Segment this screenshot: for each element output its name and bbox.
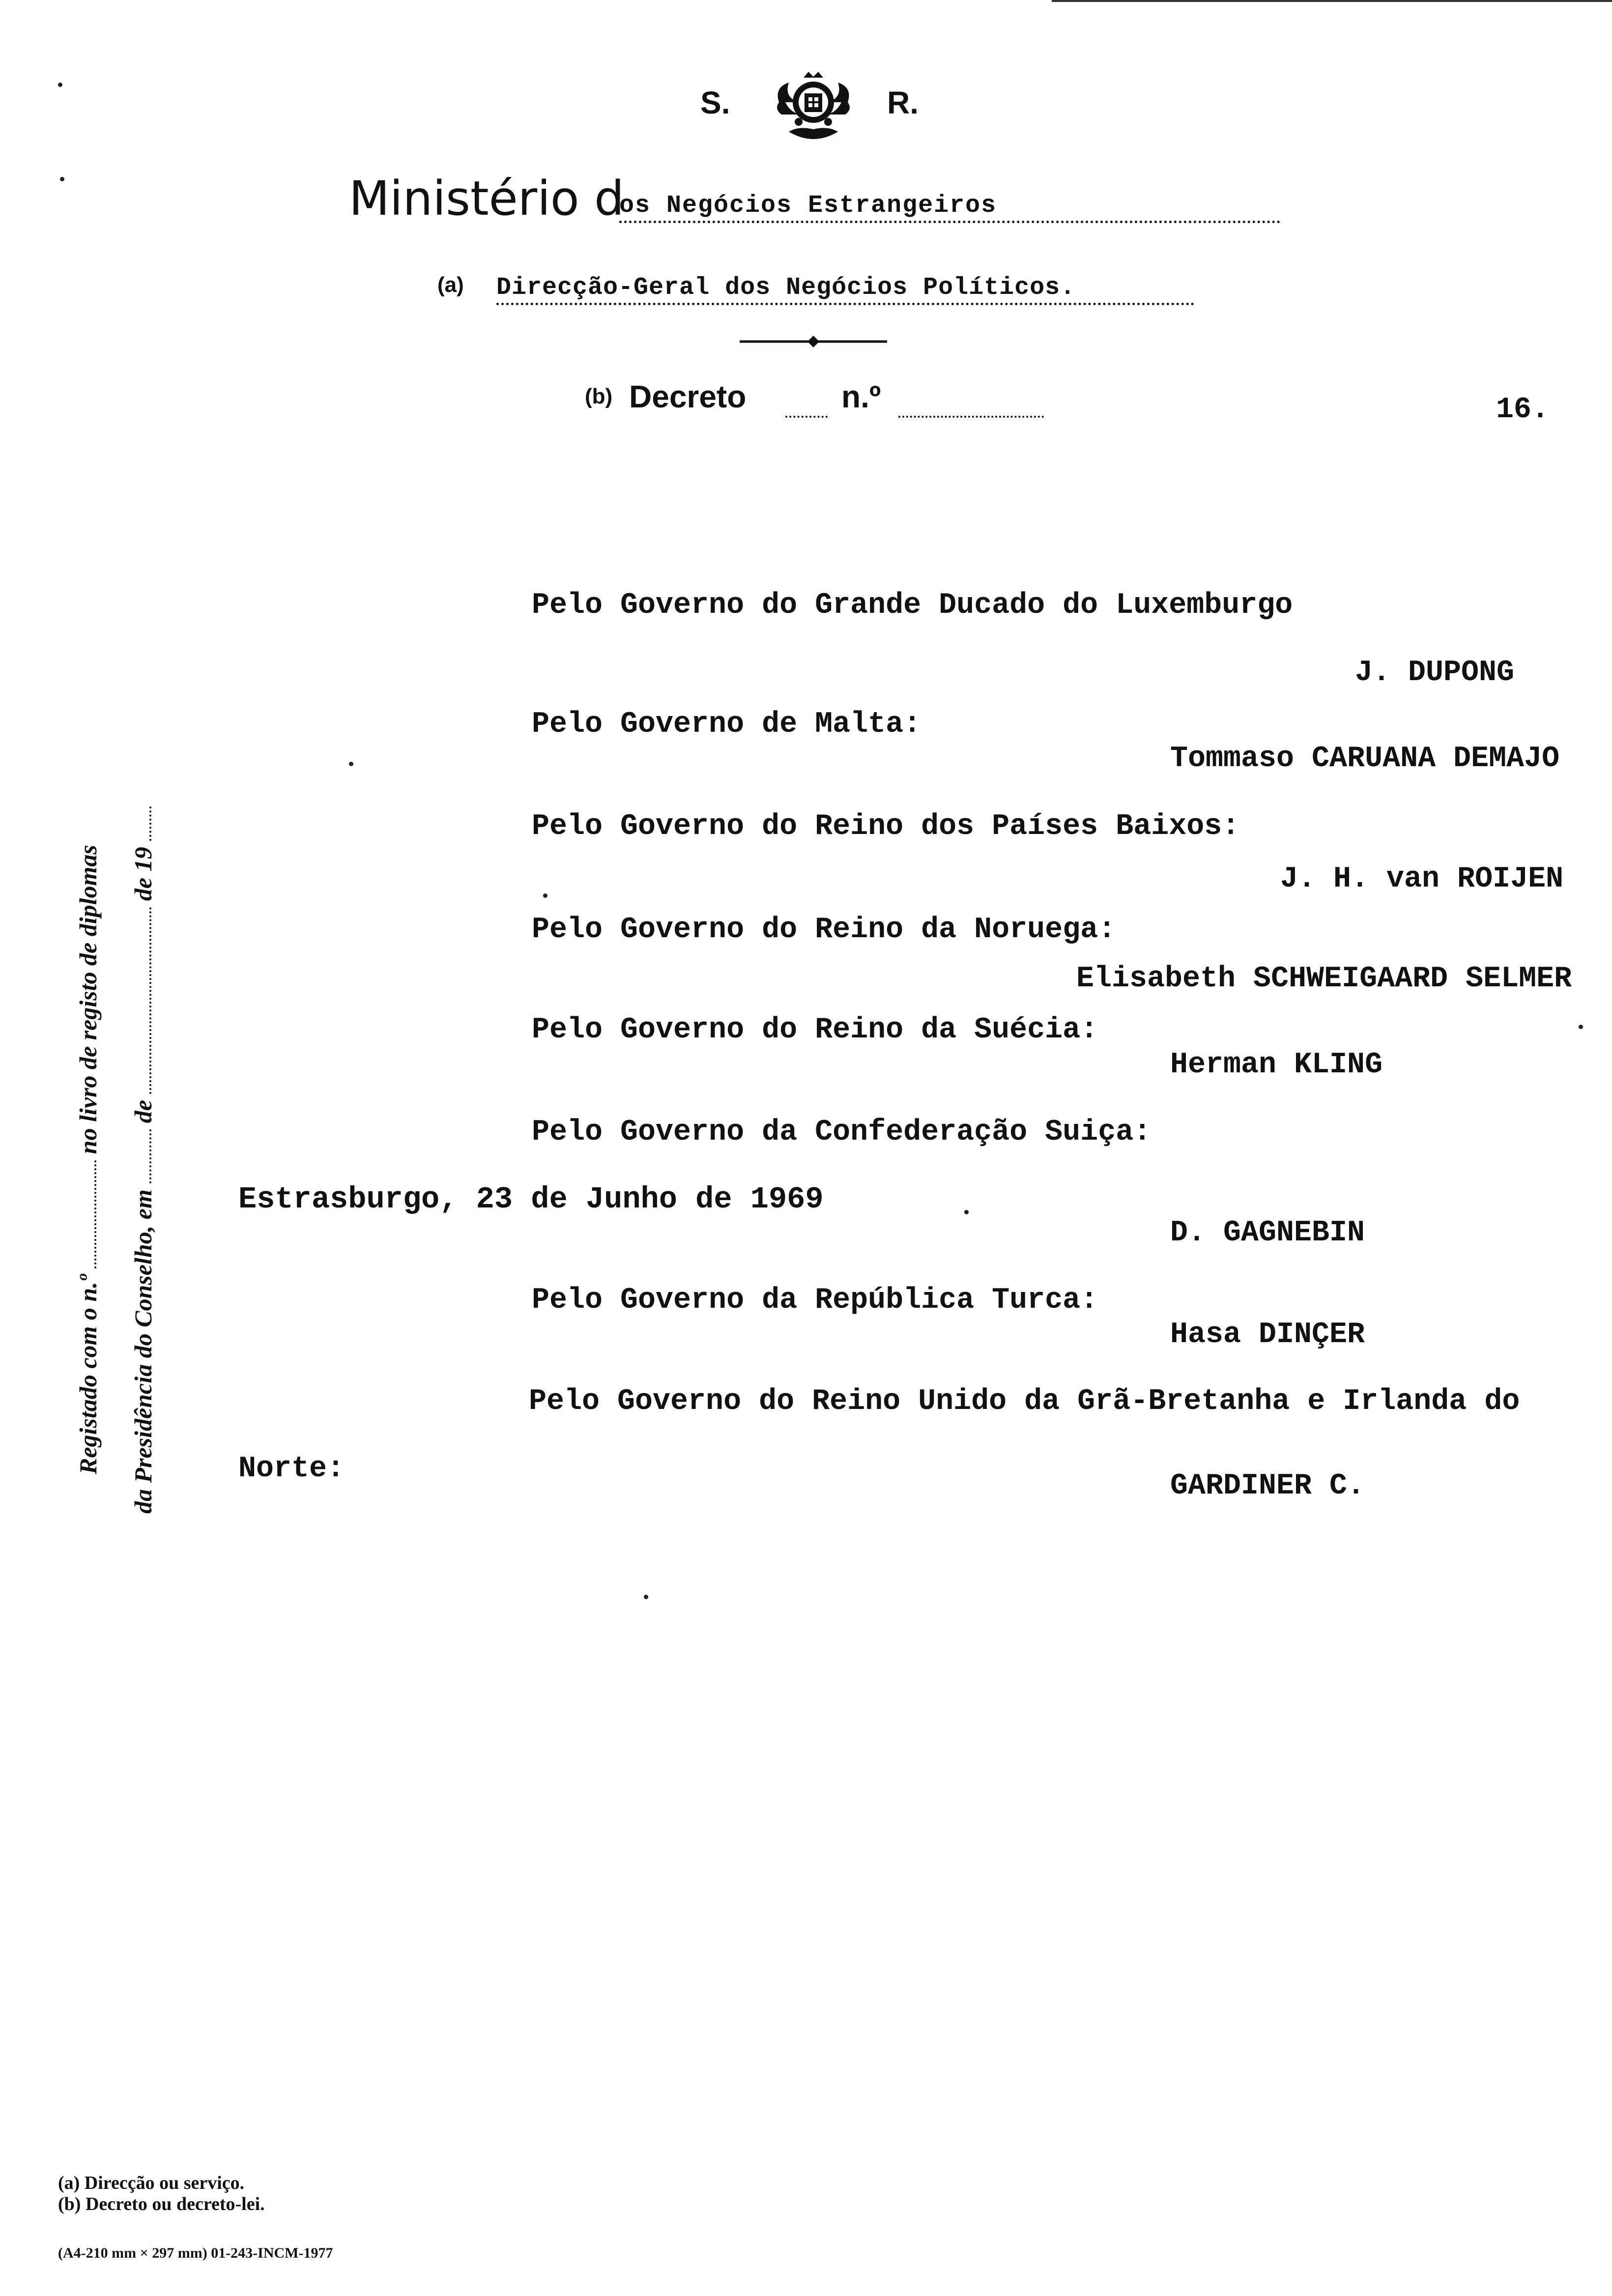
signatory-name: Elisabeth SCHWEIGAARD SELMER xyxy=(1076,962,1572,996)
signatory-heading: Pelo Governo da Confederação Suiça: xyxy=(532,1116,1151,1149)
ministry-label: Ministério d xyxy=(349,171,625,226)
top-edge-rule xyxy=(1052,0,1612,2)
signatory-name: J. DUPONG xyxy=(1355,656,1515,689)
signatory-name: Tommaso CARUANA DEMAJO xyxy=(1170,742,1560,775)
presidency-year-blank xyxy=(149,806,151,841)
signatory-heading: Pelo Governo da República Turca: xyxy=(532,1284,1098,1317)
presidency-margin-line xyxy=(129,806,157,1514)
scan-speck xyxy=(349,762,353,766)
signatory-name: D. GAGNEBIN xyxy=(1170,1216,1365,1250)
signatory-name: J. H. van ROIJEN xyxy=(1280,862,1564,896)
signatory-heading: Pelo Governo do Reino Unido da Grã-Bretanha e Irlanda do xyxy=(529,1385,1520,1418)
scan-speck xyxy=(543,893,547,898)
decree-marker: (b) xyxy=(585,384,613,408)
crest-right-letter: R. xyxy=(887,85,919,120)
scan-speck xyxy=(58,83,62,87)
page-number: 16. xyxy=(1496,393,1550,427)
decree-type-blank xyxy=(785,416,828,418)
presidency-text-c: de 19 xyxy=(129,847,157,901)
decree-label: Decreto xyxy=(629,379,747,414)
registry-text-a: Registado com o n.º xyxy=(74,1274,102,1474)
form-code: (A4-210 mm × 297 mm) 01-243-INCM-1977 xyxy=(58,2245,333,2261)
registry-margin-line xyxy=(74,845,102,1474)
registry-number-blank xyxy=(94,1160,96,1268)
signatory-heading: Pelo Governo do Reino da Suécia: xyxy=(532,1013,1098,1047)
coat-of-arms-icon xyxy=(769,68,858,146)
signatory-heading-continuation: Norte: xyxy=(238,1452,345,1486)
place-date: Estrasburgo, 23 de Junho de 1969 xyxy=(238,1182,824,1217)
ministry-name: os Negócios Estrangeiros xyxy=(619,192,1280,223)
footnote-a: (a) Direcção ou serviço. xyxy=(58,2173,245,2193)
presidency-text-a: da Presidência do Conselho, em xyxy=(129,1189,157,1514)
signatory-heading: Pelo Governo de Malta: xyxy=(532,708,921,741)
signatory-heading: Pelo Governo do Reino dos Países Baixos: xyxy=(532,810,1240,843)
signatory-heading: Pelo Governo do Reino da Noruega: xyxy=(532,913,1116,947)
crest-left-letter: S. xyxy=(700,85,730,120)
decree-number-blank xyxy=(898,416,1044,418)
scan-speck xyxy=(644,1595,648,1599)
decree-number-label: n.º xyxy=(841,379,881,414)
presidency-day-blank xyxy=(149,1129,151,1183)
presidency-month-blank xyxy=(149,907,151,1094)
scan-speck xyxy=(964,1210,969,1214)
scan-speck xyxy=(1579,1025,1583,1029)
divider-ornament-icon xyxy=(740,334,887,349)
signatory-heading: Pelo Governo do Grande Ducado do Luxemburgo xyxy=(532,589,1293,622)
direction-name: Direcção-Geral dos Negócios Políticos. xyxy=(496,274,1194,305)
signatory-name: Herman KLING xyxy=(1170,1048,1383,1082)
direction-marker: (a) xyxy=(437,273,464,297)
presidency-text-b: de xyxy=(129,1100,157,1123)
signatory-name: Hasa DINÇER xyxy=(1170,1318,1365,1351)
signatory-name: GARDINER C. xyxy=(1170,1469,1365,1503)
footnote-b: (b) Decreto ou decreto-lei. xyxy=(58,2194,265,2214)
registry-text-b: no livro de registo de diplomas xyxy=(74,845,102,1154)
scan-speck xyxy=(60,177,64,181)
